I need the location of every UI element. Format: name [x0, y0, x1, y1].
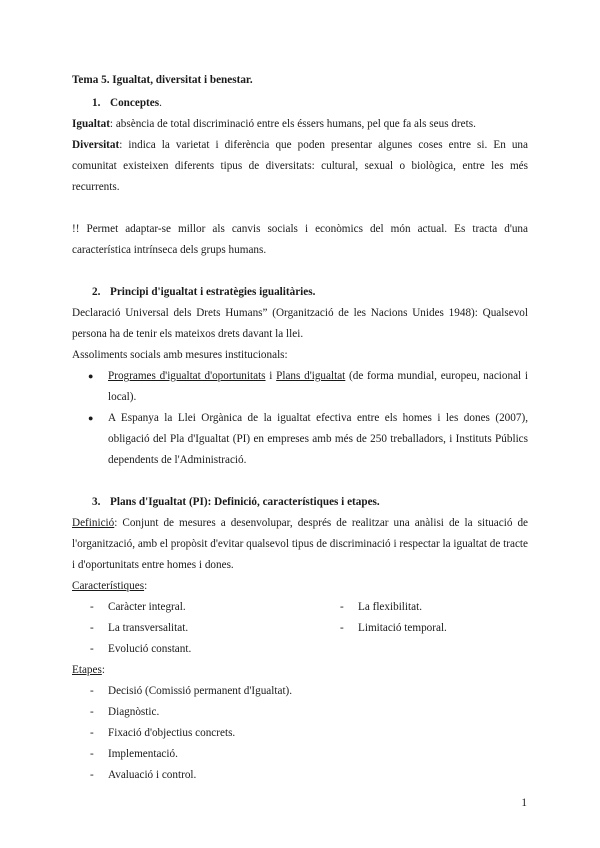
- list-item: ● A Espanya la Llei Orgànica de la igualtat efectiva entre els homes i les dones (2007), obligació del Pla d'Igualtat (PI) en empreses amb més de 250 treballadors, i Instituts Públics dependents de l'Administració.: [72, 408, 528, 471]
- document-page: [72, 70, 528, 786]
- list-item: - Avaluació i control.: [90, 769, 197, 781]
- page-number: 1: [521, 797, 527, 809]
- list-item: - La flexibilitat.: [340, 601, 422, 613]
- stages-label: Etapes:: [72, 664, 105, 676]
- list-item: - Decisió (Comissió permanent d'Igualtat).: [90, 685, 293, 697]
- bullet-icon: ●: [88, 413, 94, 423]
- section-1-number: 1.: [92, 97, 101, 109]
- stages-list: [72, 681, 528, 786]
- list-item: ● Programes d'igualtat d'oportunitats i Plans d'igualtat (de forma mundial, europeu, nacional i local).: [72, 366, 528, 408]
- document-title: Tema 5. Igualtat, diversitat i benestar.: [72, 74, 253, 86]
- definition-paragraph: Definició: Conjunt de mesures a desenvolupar, després de realitzar una anàlisi de la situació de l'organització, amb el propòsit d'evitar qualsevol tipus de discriminació i respectar la igualtat de tracte i d'oportunitats entre homes i dones.: [72, 517, 528, 571]
- achievements-list: [72, 366, 528, 471]
- list-item: - Implementació.: [90, 748, 178, 760]
- section-3-title: Plans d'Igualtat (PI): Definició, característiques i etapes.: [110, 496, 380, 508]
- list-item: - Caràcter integral.: [90, 601, 186, 613]
- list-item: - Limitació temporal.: [340, 622, 447, 634]
- section-2-heading: [92, 282, 528, 303]
- definition-igualtat: Igualtat: absència de total discriminació entre els éssers humans, pel que fa als seus drets.: [72, 118, 476, 130]
- section-3-heading: [92, 492, 528, 513]
- note-paragraph: !! Permet adaptar-se millor als canvis socials i econòmics del món actual. Es tracta d'una característica intrínseca dels grups humans.: [72, 223, 528, 256]
- characteristics-list: [72, 597, 528, 660]
- programes-link: Programes d'igualtat d'oportunitats: [108, 370, 266, 382]
- characteristics-label: Característiques:: [72, 580, 148, 592]
- section-2-number: 2.: [92, 286, 101, 298]
- list-item: - Fixació d'objectius concrets.: [90, 727, 236, 739]
- section-2-title: Principi d'igualtat i estratègies igualitàries.: [110, 286, 316, 298]
- bullet-icon: ●: [88, 371, 94, 381]
- list-item: - Evolució constant.: [90, 643, 192, 655]
- list-item: - Diagnòstic.: [90, 706, 160, 718]
- section-1-heading: 1. Conceptes.: [92, 93, 528, 114]
- list-item: - La transversalitat.: [90, 622, 189, 634]
- achievements-paragraph: Assoliments socials amb mesures institucionals:: [72, 349, 288, 361]
- definition-diversitat: Diversitat: indica la varietat i diferència que poden presentar algunes coses entre si. En una comunitat existeixen diferents tipus de diversitats: cultural, sexual o biològica, entre les més recurrents.: [72, 139, 528, 193]
- declaration-paragraph: Declaració Universal dels Drets Humans” (Organització de les Nacions Unides 1948): Qualsevol persona ha de tenir els mateixos drets davant la llei.: [72, 307, 528, 340]
- plans-link: Plans d'igualtat: [276, 370, 346, 382]
- section-3-number: 3.: [92, 496, 101, 508]
- section-1-title: Conceptes: [110, 97, 160, 109]
